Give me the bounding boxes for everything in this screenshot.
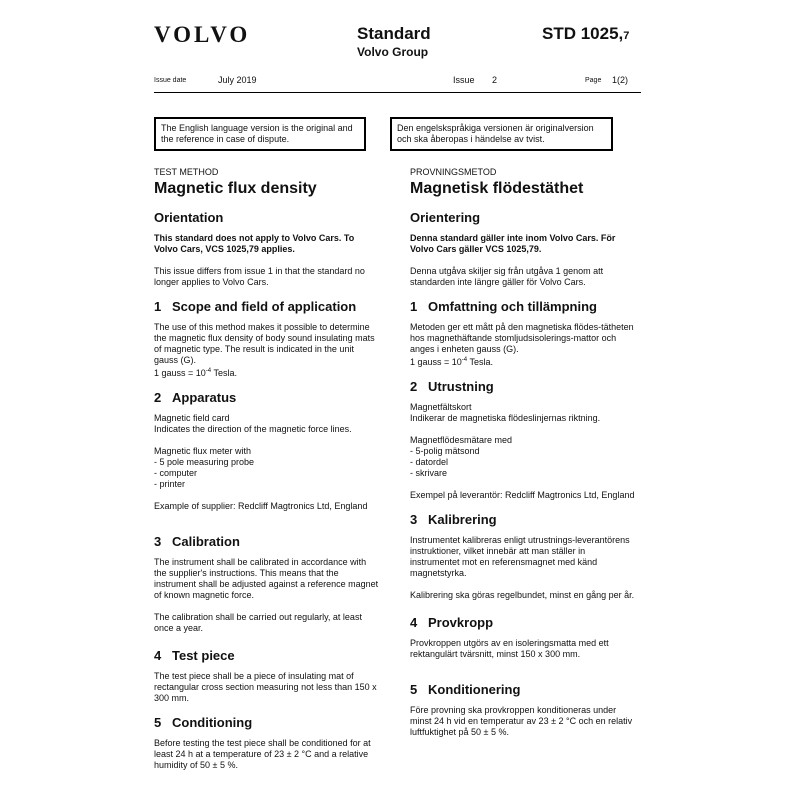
section-title: Test piece [172, 648, 235, 663]
notice-box-english: The English language version is the original and the reference in case of dispute. [154, 117, 366, 151]
standard-number [542, 24, 629, 44]
list-item: - printer [154, 479, 186, 489]
section-number: 2 [154, 390, 162, 405]
section-heading-test-piece [154, 648, 380, 663]
organization: Volvo Group [357, 45, 429, 59]
section-title: Calibration [172, 534, 240, 549]
section-heading-scope [410, 299, 636, 314]
test-piece-text: Provkroppen utgörs av en isoleringsmatta med ett rektangulärt tvärsnitt, minst 150 x 300 mm. [410, 638, 609, 659]
scope-text: Metoden ger ett mått på den magnetiska flödes-tätheten hos magnethäftande stomljudsisolerings-mattor och anges i enheten gauss (G). [410, 322, 634, 354]
swedish-column [410, 167, 636, 749]
section-number: 1 [154, 299, 162, 314]
english-column [154, 167, 380, 782]
orientation-text: This issue differs from issue 1 in that the standard no longer applies to Volvo Cars. [154, 266, 365, 287]
section-number: 5 [154, 715, 162, 730]
issue-date: July 2019 [218, 75, 257, 85]
section-title: Scope and field of application [172, 299, 357, 314]
apparatus-meter: Magnetflödesmätare med [410, 435, 513, 445]
section-title: Konditionering [428, 682, 521, 697]
unit-definition [154, 366, 380, 379]
section-title: Utrustning [428, 379, 494, 394]
calibration-frequency: The calibration shall be carried out regularly, at least once a year. [154, 612, 362, 633]
orientation-notice: Denna standard gäller inte inom Volvo Cars. För Volvo Cars gäller VCS 1025,79. [410, 233, 616, 254]
conditioning-text: Before testing the test piece shall be conditioned for at least 24 h at a temperature of 23 ± 2 °C and a relative humidity of 50 ± 5 %. [154, 738, 371, 770]
section-title: Conditioning [172, 715, 253, 730]
section-heading-calibration [154, 534, 380, 549]
section-title: Kalibrering [428, 512, 497, 527]
unit-exponent: -4 [461, 357, 468, 363]
section-heading-conditioning [154, 715, 380, 730]
apparatus-list [410, 446, 636, 479]
apparatus-meter: Magnetic flux meter with [154, 446, 252, 456]
document-type: Standard [357, 24, 431, 43]
supplier-text: Exempel på leverantör: Redcliff Magtronics Ltd, England [410, 490, 635, 500]
list-item: - skrivare [410, 468, 448, 478]
orientation-text: Denna utgåva skiljer sig från utgåva 1 genom att standarden inte längre gäller för Volvo Cars. [410, 266, 604, 287]
section-title: Omfattning och tillämpning [428, 299, 597, 314]
section-title: Apparatus [172, 390, 237, 405]
header-divider [154, 92, 641, 93]
scope-text: The use of this method makes it possible to determine the magnetic flux density of body sound insulating mats of magnetic type. The result is indicated in the unit gauss (G). [154, 322, 375, 365]
conditioning-text: Före provning ska provkroppen konditioneras under minst 24 h vid en temperatur av 23 ± 2 °C och en relativ luftfuktighet på 50 ± 5 %. [410, 705, 633, 737]
unit-definition [410, 355, 636, 368]
list-item: - 5-polig mätsond [410, 446, 480, 456]
method-label: TEST METHOD [154, 167, 219, 177]
unit-suffix: Tesla. [211, 368, 237, 378]
apparatus-card: Magnetic field card [154, 413, 230, 423]
section-heading-conditioning [410, 682, 636, 697]
orientation-heading: Orientation [154, 210, 224, 225]
section-number: 3 [410, 512, 418, 527]
section-number: 5 [410, 682, 418, 697]
unit-text: 1 gauss = 10 [154, 368, 206, 378]
method-label: PROVNINGSMETOD [410, 167, 497, 177]
section-number: 2 [410, 379, 418, 394]
page-title: Magnetic flux density [154, 180, 317, 197]
section-number: 4 [410, 615, 418, 630]
test-piece-text: The test piece shall be a piece of insulating mat of rectangular cross section measuring not less than 150 x 300 mm. [154, 671, 377, 703]
section-heading-scope [154, 299, 380, 314]
issue-label: Issue [453, 75, 475, 85]
section-heading-calibration [410, 512, 636, 527]
volvo-logo: VOLVO [154, 22, 251, 47]
apparatus-card-desc: Indikerar de magnetiska flödeslinjernas riktning. [410, 413, 601, 423]
unit-text: 1 gauss = 10 [410, 357, 462, 367]
list-item: - datordel [410, 457, 449, 467]
section-number: 1 [410, 299, 418, 314]
apparatus-card: Magnetfältskort [410, 402, 472, 412]
section-heading-apparatus [154, 390, 380, 405]
supplier-text: Example of supplier: Redcliff Magtronics Ltd, England [154, 501, 368, 511]
section-heading-apparatus [410, 379, 636, 394]
apparatus-card-desc: Indicates the direction of the magnetic force lines. [154, 424, 352, 434]
standard-number-suffix: 7 [623, 30, 630, 42]
orientation-heading: Orientering [410, 210, 481, 225]
notice-box-swedish: Den engelskspråkiga versionen är originalversion och ska åberopas i händelse av tvist. [390, 117, 613, 151]
issue-number: 2 [492, 75, 498, 85]
list-item: - computer [154, 468, 198, 478]
apparatus-list [154, 457, 380, 490]
unit-exponent: -4 [205, 368, 212, 374]
standard-number-main: STD 1025, [542, 24, 624, 43]
unit-suffix: Tesla. [467, 357, 493, 367]
page-label: Page [585, 77, 602, 84]
section-number: 3 [154, 534, 162, 549]
page-title: Magnetisk flödestäthet [410, 180, 584, 197]
section-heading-test-piece [410, 615, 636, 630]
issue-date-label: Issue date [154, 77, 187, 84]
page-number: 1(2) [612, 75, 629, 85]
section-number: 4 [154, 648, 162, 663]
calibration-frequency: Kalibrering ska göras regelbundet, minst en gång per år. [410, 590, 635, 600]
orientation-notice: This standard does not apply to Volvo Cars. To Volvo Cars, VCS 1025,79 applies. [154, 233, 355, 254]
list-item: - 5 pole measuring probe [154, 457, 255, 467]
section-title: Provkropp [428, 615, 494, 630]
calibration-text: Instrumentet kalibreras enligt utrustnings-leverantörens instruktioner, vilket innebär att man ställer in instrumentet mot en referensmagnet med känd magnetstyrka. [410, 535, 630, 578]
calibration-text: The instrument shall be calibrated in accordance with the supplier's instructions. This means that the instrument shall be adjusted against a reference magnet of known magnetic force. [154, 557, 379, 600]
